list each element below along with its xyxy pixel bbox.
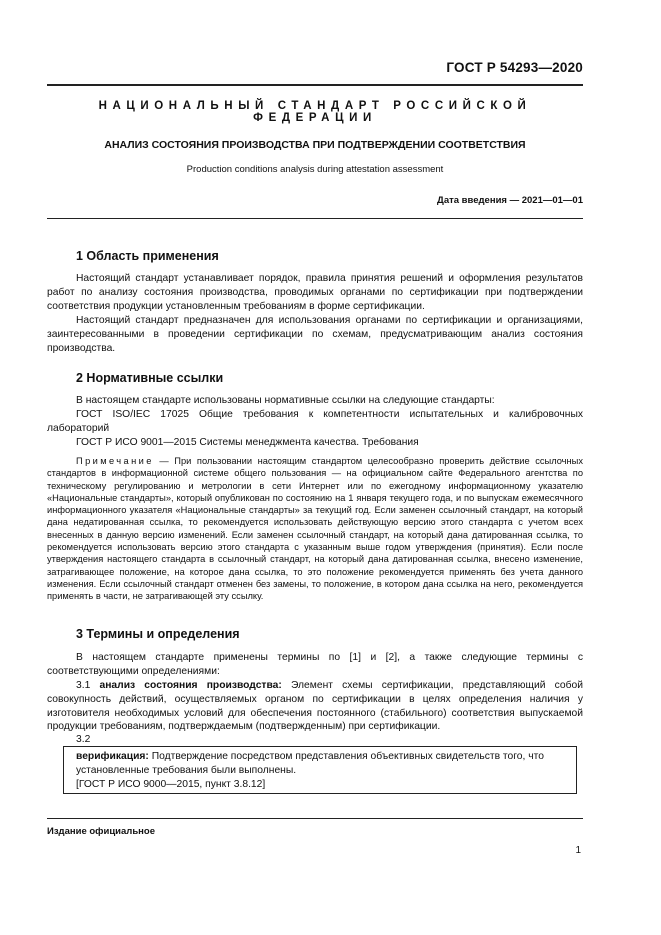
term-3-1-number: 3.1 — [76, 680, 100, 691]
section-2-reference-1: ГОСТ ISO/IEC 17025 Общие требования к компетентности испытательных и калибровочных лабораторий — [47, 409, 583, 434]
section-2-paragraph-1: В настоящем стандарте использованы нормативные ссылки на следующие стандарты: — [76, 395, 495, 406]
national-standard-heading: НАЦИОНАЛЬНЫЙ СТАНДАРТ РОССИЙСКОЙ ФЕДЕРАЦИИ — [98, 100, 532, 124]
note-text: — При пользовании настоящим стандартом целесообразно проверить действие ссылочных стандартов в информационной системе общего пользования — на официальном сайте Федерального агентства по техническому регулированию и метрологии в сети Интернет или по ежегодному информационному указателю «Национальные стандарты», который опубликован по состоянию на 1 января текущего года, и по выпускам ежемесячного информационного указателя «Национальные стандарты» за текущий год. Если заменен ссылочный стандарт, на который дана недатированная ссылка, то рекомендуется использовать действующую версию этого стандарта с учетом всех внесенных в данную версию изменений. Если заменен ссылочный стандарт, на который дана датированная ссылка, то рекомендуется использовать версию этого стандарта с указанным выше годом утверждения (принятия). Если после утверждения настоящего стандарта в ссылочный стандарт, на который дана датированная ссылка, внесено изменение, затрагивающее положение, на которое дана ссылка, то это положение рекомендуется применять без учета данного изменения. Если ссылочный стандарт отменен без замены, то положение, в котором дана ссылка на него, рекомендуется применять в части, не затрагивающей эту ссылку. — [47, 456, 583, 602]
term-3-2-number: 3.2 — [76, 734, 91, 745]
section-2-reference-2: ГОСТ Р ИСО 9001—2015 Системы менеджмента качества. Требования — [76, 437, 419, 448]
term-3-1-definition: Элемент схемы сертификации, представляющий собой совокупность действий, осуществляемых органом по сертификации в целях определения наличия у изготовителя необходимых условий для обеспечения постоянного (стабильного) соответствия выпускаемой продукции требованиям, подтверждаемым (подтвержденным) при сертификации. — [47, 680, 583, 733]
term-3-1 — [47, 679, 583, 734]
section-3-paragraph-1: В настоящем стандарте применены термины по [1] и [2], а также следующие термины с соответствующими определениями: — [47, 652, 583, 677]
standard-code: ГОСТ Р 54293—2020 — [446, 60, 583, 75]
introduction-date: Дата введения — 2021—01—01 — [437, 195, 583, 206]
term-3-2-definition: Подтверждение посредством представления объективных свидетельств того, что установленные требования были выполнены. — [76, 751, 544, 776]
document-title-ru: АНАЛИЗ СОСТОЯНИЯ ПРОИЗВОДСТВА ПРИ ПОДТВЕРЖДЕНИИ СООТВЕТСТВИЯ — [104, 139, 526, 151]
section-1-paragraph-2: Настоящий стандарт предназначен для использования органами по сертификации и организациями, заинтересованными в проведении сертификации по схемам, предусматривающим анализ состояния производства. — [47, 315, 583, 354]
term-3-2-reference: [ГОСТ Р ИСО 9000—2015, пункт 3.8.12] — [76, 778, 266, 790]
section-2-title: 2 Нормативные ссылки — [76, 371, 224, 385]
section-2-note — [47, 455, 583, 603]
footer-rule — [47, 818, 583, 819]
term-3-2-name: верификация: — [76, 751, 149, 762]
edition-label: Издание официальное — [47, 826, 155, 837]
section-1-paragraph-1: Настоящий стандарт устанавливает порядок, правила принятия решений и оформления результатов работ по анализу состояния производства, проводимых органами по сертификации при подтверждении соответствия продукции установленным требованиям в форме сертификации. — [47, 273, 583, 312]
section-1-title: 1 Область применения — [76, 249, 219, 263]
section-3-title: 3 Термины и определения — [76, 627, 240, 641]
term-3-1-name: анализ состояния производства: — [99, 680, 282, 691]
page-number: 1 — [575, 845, 581, 856]
header-rule — [47, 84, 583, 86]
term-3-2 — [76, 750, 570, 778]
note-label: Примечание — [76, 456, 154, 466]
term-3-2-box — [63, 746, 577, 794]
document-title-en: Production conditions analysis during attestation assessment — [186, 164, 444, 175]
title-block-rule — [47, 218, 583, 219]
